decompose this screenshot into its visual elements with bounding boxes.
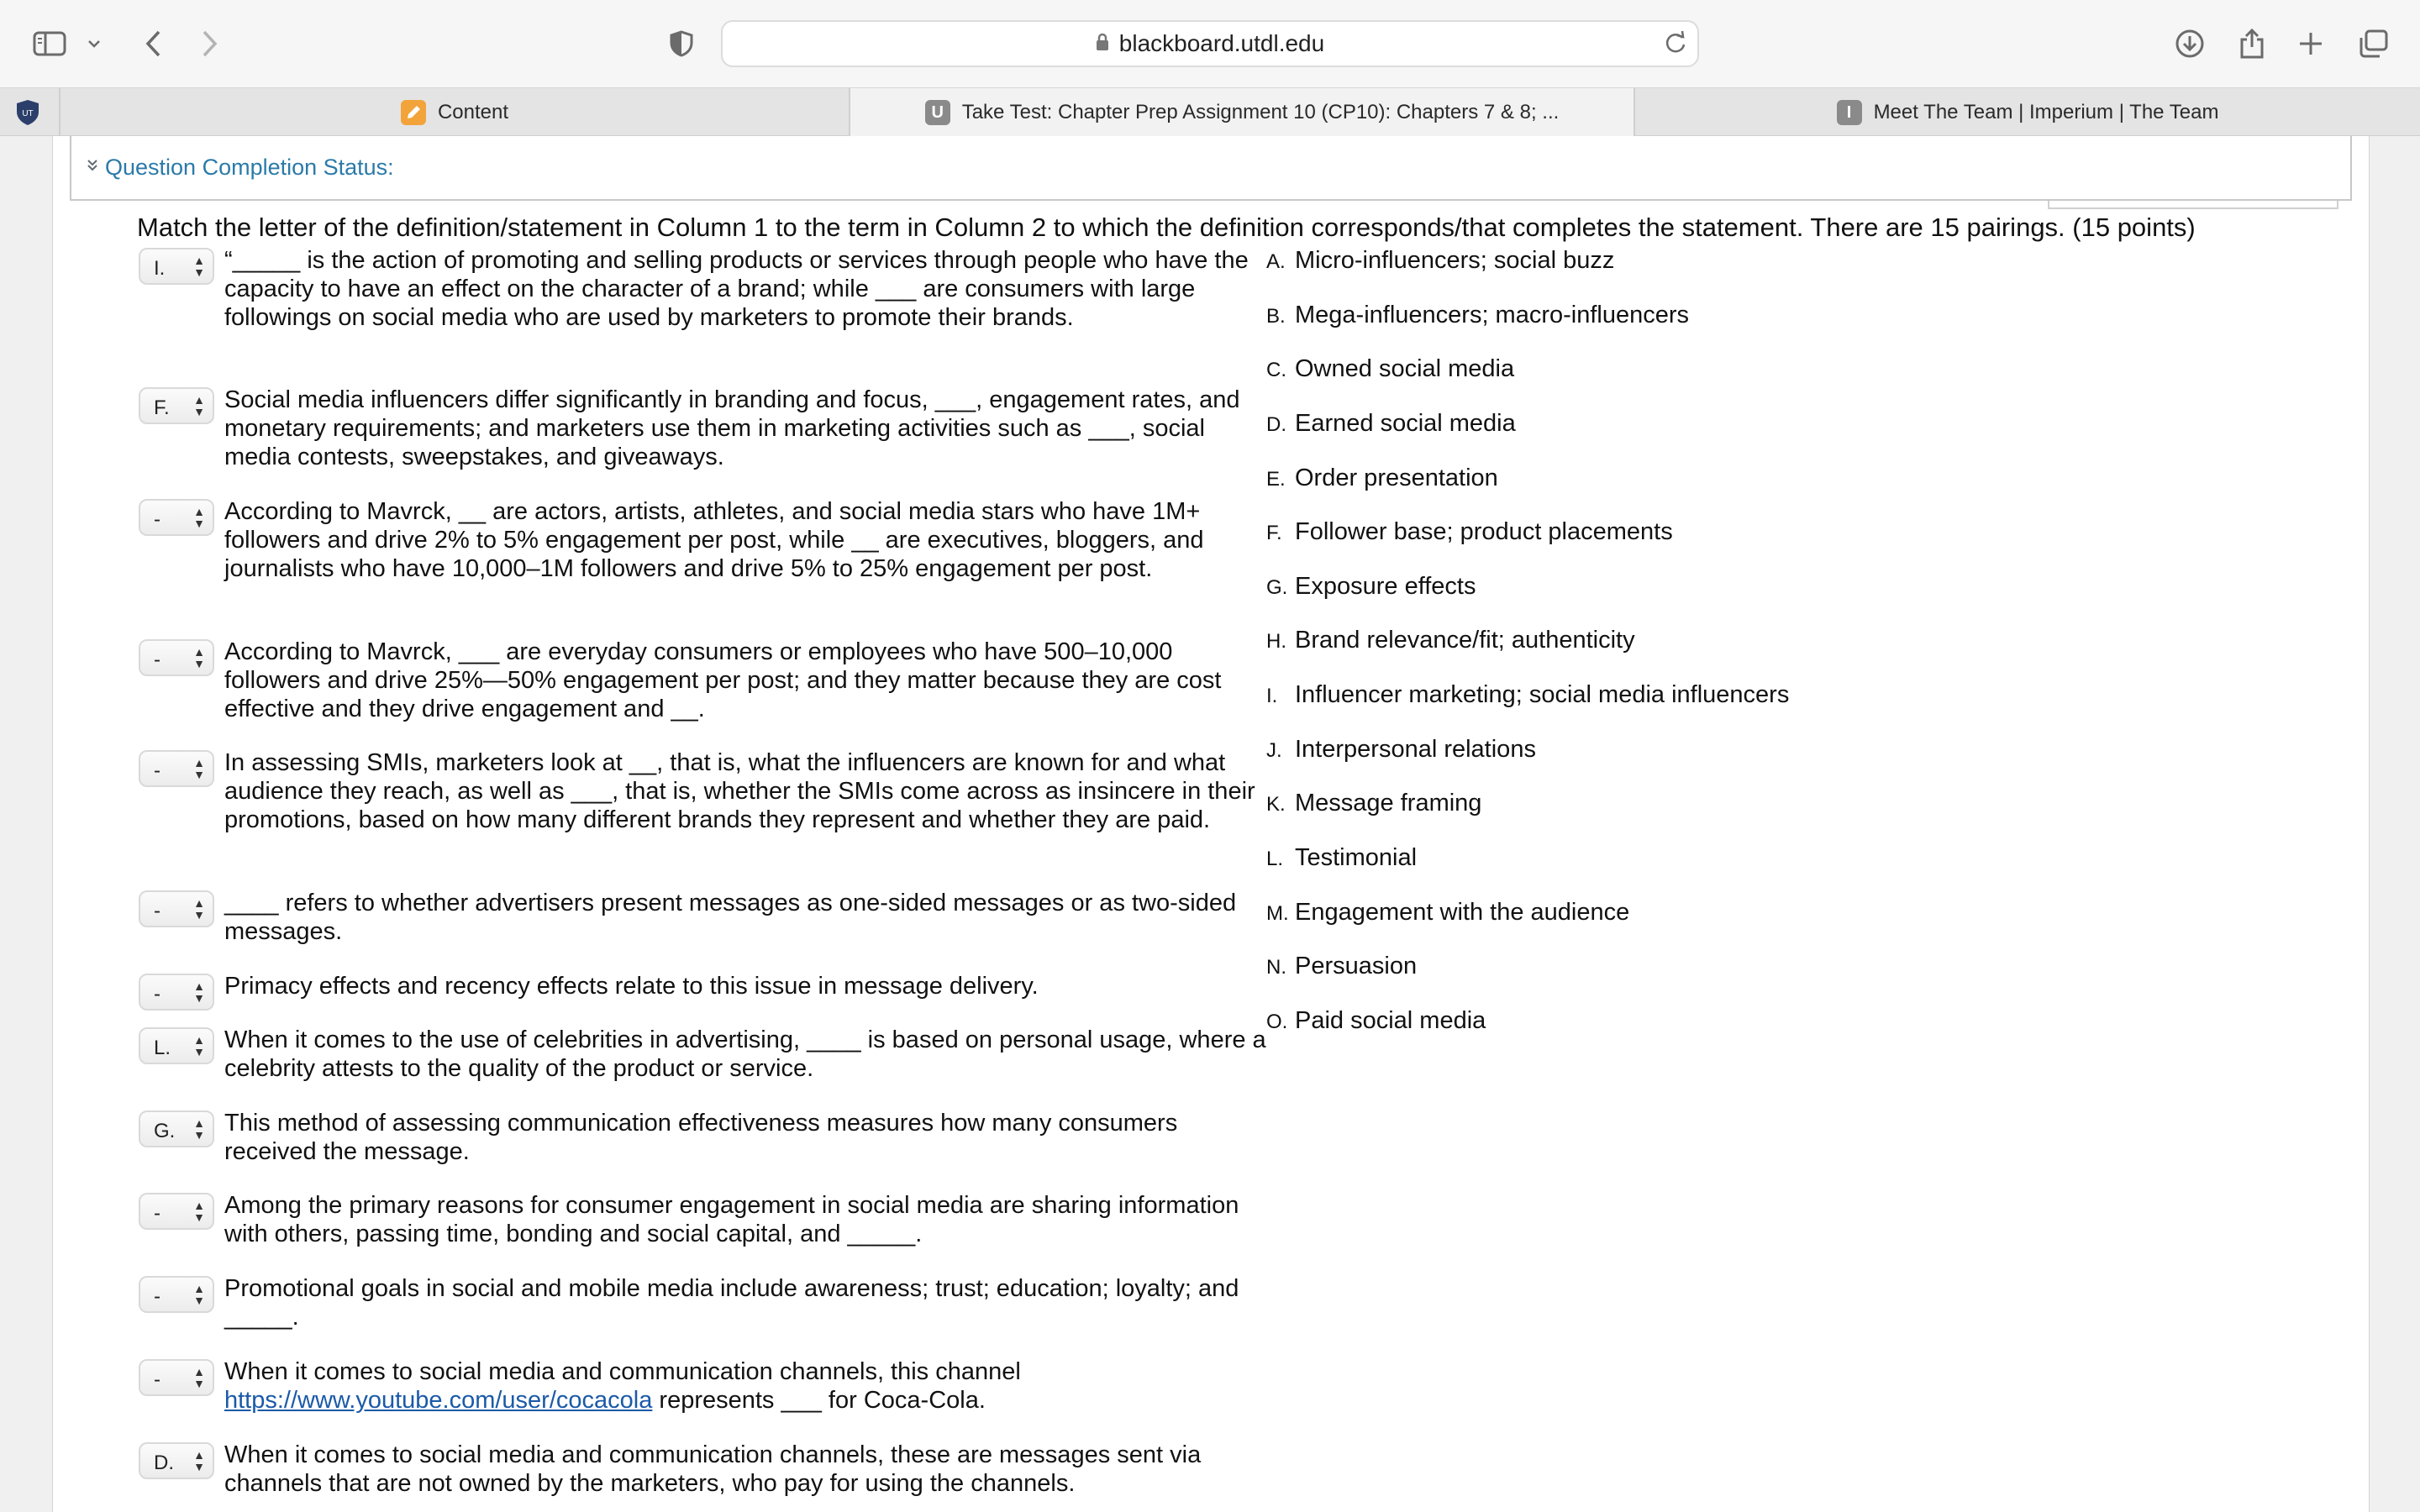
lock-icon — [1096, 30, 1109, 57]
select-arrows-icon: ▲ ▼ — [193, 979, 205, 1005]
answer-letter: C. — [1266, 359, 1286, 381]
answer-option — [1266, 789, 2191, 819]
answer-option — [1266, 464, 2191, 494]
answer-letter: E. — [1266, 468, 1286, 491]
answer-letter: B. — [1266, 305, 1286, 328]
answer-option — [1266, 680, 2191, 711]
status-label: Question Completion Status: — [105, 155, 394, 180]
selected-value: L. — [154, 1037, 171, 1059]
tab-favicon-u: U — [925, 100, 950, 125]
tab-label: Content — [437, 101, 509, 123]
question-text: This method of assessing communication effectiveness measures how many consumers received the message. — [224, 1110, 1178, 1165]
answer-text: Follower base; product placements — [1295, 518, 1673, 545]
sidebar-toggle-icon[interactable] — [32, 20, 67, 67]
select-arrows-icon: ▲ ▼ — [193, 1282, 205, 1307]
question-completion-status[interactable] — [70, 136, 2352, 201]
answer-option — [1266, 626, 2191, 656]
tab-take-test[interactable] — [849, 88, 1634, 137]
question-text-before: When it comes to social media and communication channels, this channel — [224, 1358, 1021, 1385]
answer-text: Testimonial — [1295, 844, 1418, 871]
tab-favicon-i: I — [1837, 100, 1862, 125]
selected-value: - — [154, 759, 160, 782]
answer-text: Message framing — [1295, 790, 1482, 816]
answer-text: Brand relevance/fit; authenticity — [1295, 627, 1635, 654]
select-arrows-icon: ▲ ▼ — [193, 896, 205, 921]
answer-text: Owned social media — [1295, 355, 1515, 382]
answer-option — [1266, 843, 2191, 874]
answer-letter: N. — [1266, 956, 1286, 979]
select-arrows-icon: ▲ ▼ — [193, 1033, 205, 1058]
answer-letter: F. — [1266, 522, 1282, 544]
answer-text: Earned social media — [1295, 410, 1516, 437]
selected-value: I. — [154, 257, 166, 280]
pencil-icon — [401, 100, 426, 125]
answer-text: Exposure effects — [1295, 573, 1476, 600]
test-content — [52, 136, 2370, 1512]
instructions: Match the letter of the definition/statement in Column 1 to the term in Column 2 to which the definition corresponds/that completes the statement. There are 15 pairings. (15 points) — [137, 213, 2196, 242]
select-arrows-icon: ▲ ▼ — [193, 756, 205, 781]
question-text: Social media influencers differ significantly in branding and focus, ___, engagement rates, and monetary requirements; and marketers use them in marketing activities such as ___, social media contests, sweepstakes, and giveaways. — [224, 386, 1240, 470]
select-arrows-icon: ▲ ▼ — [193, 1199, 205, 1224]
answer-text: Mega-influencers; macro-influencers — [1295, 302, 1690, 328]
answer-letter: K. — [1266, 793, 1286, 816]
question-text: In assessing SMIs, marketers look at __, that is, what the influencers are known for and what audience they reach, as well as ___, that is, whether the SMIs come across as insincere in their promotions, based on how many different brands they represent and whether they are paid. — [224, 749, 1255, 833]
answer-select[interactable] — [139, 1442, 214, 1479]
answer-select[interactable] — [139, 1027, 214, 1064]
answer-option — [1266, 735, 2191, 765]
question-text: “_____ is the action of promoting and selling products or services through people who have the capacity to have an effect on the character of a brand; while ___ are consumers with large followings on social media who are used by marketers to promote their brands. — [224, 247, 1249, 331]
select-arrows-icon: ▲ ▼ — [193, 1365, 205, 1390]
selected-value: D. — [154, 1452, 174, 1474]
select-arrows-icon: ▲ ▼ — [193, 645, 205, 670]
answer-option — [1266, 246, 2191, 276]
selected-value: - — [154, 508, 160, 531]
answer-select[interactable] — [139, 1110, 214, 1147]
select-arrows-icon: ▲ ▼ — [193, 505, 205, 530]
question-text-after: represents ___ for Coca-Cola. — [659, 1387, 986, 1414]
selected-value: - — [154, 648, 160, 671]
reload-icon[interactable] — [1664, 30, 1687, 60]
tab-label: Meet The Team | Imperium | The Team — [1873, 101, 2219, 123]
privacy-shield-icon[interactable] — [667, 20, 696, 67]
tab-content[interactable] — [59, 88, 849, 137]
answer-option — [1266, 952, 2191, 982]
select-arrows-icon: ▲ ▼ — [193, 254, 205, 279]
answer-letter: M. — [1266, 902, 1289, 925]
answer-select[interactable] — [139, 974, 214, 1011]
question-text: When it comes to social media and communication channels, these are messages sent via channels that are not owned by the marketers, who pay for using the channels. — [224, 1441, 1202, 1497]
answer-letter: H. — [1266, 630, 1286, 653]
question-text: According to Mavrck, ___ are everyday consumers or employees who have 500–10,000 followers and drive 25%—50% engagement per post; and they matter because they are cost effective and they drive engagement and __. — [224, 638, 1222, 722]
share-icon[interactable] — [2237, 20, 2267, 67]
selected-value: F. — [154, 396, 170, 419]
answer-text: Micro-influencers; social buzz — [1295, 247, 1615, 274]
answer-select[interactable] — [139, 1193, 214, 1230]
question-text: According to Mavrck, __ are actors, artists, athletes, and social media stars who have 1M+ followers and drive 2% to 5% engagement per post, while __ are executives, bloggers, and journalists who have 10,000–1M followers and drive 5% to 25% engagement per post. — [224, 498, 1204, 582]
browser-toolbar — [0, 0, 2420, 87]
question-text — [224, 1357, 1266, 1415]
answer-select[interactable] — [139, 248, 214, 285]
answer-letter: A. — [1266, 250, 1286, 273]
answer-letter: D. — [1266, 413, 1286, 436]
answer-text: Paid social media — [1295, 1007, 1486, 1034]
answer-select[interactable] — [139, 1359, 214, 1396]
selected-value: - — [154, 1368, 160, 1391]
youtube-link[interactable]: https://www.youtube.com/user/cocacola — [224, 1387, 653, 1414]
answer-select[interactable] — [139, 890, 214, 927]
tab-label: Take Test: Chapter Prep Assignment 10 (CP10): Chapters 7 & 8; ... — [961, 101, 1560, 123]
chevron-down-icon[interactable] — [84, 20, 104, 67]
answer-option — [1266, 354, 2191, 385]
answer-letter: O. — [1266, 1011, 1288, 1033]
answer-option — [1266, 898, 2191, 928]
selected-value: G. — [154, 1120, 176, 1142]
question-text: Among the primary reasons for consumer engagement in social media are sharing information with others, passing time, bonding and social capital, and _____. — [224, 1192, 1239, 1247]
answer-option — [1266, 572, 2191, 602]
select-arrows-icon: ▲ ▼ — [193, 1116, 205, 1142]
answer-option — [1266, 517, 2191, 548]
utd-shield-icon — [15, 99, 40, 126]
download-icon[interactable] — [2173, 20, 2207, 67]
answer-option — [1266, 1006, 2191, 1037]
new-tab-icon[interactable] — [2296, 20, 2326, 67]
answer-letter: L. — [1266, 848, 1284, 870]
panel-edge — [2048, 201, 2338, 209]
answer-letter: J. — [1266, 739, 1282, 762]
tab-overview-icon[interactable] — [2356, 20, 2390, 67]
answer-text: Interpersonal relations — [1295, 736, 1536, 763]
answer-text: Influencer marketing; social media influencers — [1295, 681, 1790, 708]
answer-letter: G. — [1266, 576, 1288, 599]
answer-select[interactable] — [139, 387, 214, 424]
answer-option — [1266, 409, 2191, 439]
answer-select[interactable] — [139, 499, 214, 536]
question-text: Promotional goals in social and mobile media include awareness; trust; education; loyalty; and _____. — [224, 1275, 1239, 1331]
page-background — [0, 136, 2420, 1512]
selected-value: - — [154, 983, 160, 1005]
svg-text:UT: UT — [22, 109, 34, 118]
answer-select[interactable] — [139, 750, 214, 787]
double-chevron-down-icon — [87, 158, 98, 177]
question-text: When it comes to the use of celebrities in advertising, ____ is based on personal usage, where a celebrity attests to the quality of the product or service. — [224, 1026, 1266, 1082]
answer-text: Persuasion — [1295, 953, 1418, 979]
tab-meet-the-team[interactable] — [1634, 88, 2420, 137]
url-text: blackboard.utdl.edu — [1118, 30, 1325, 56]
selected-value: - — [154, 1202, 160, 1225]
answer-letter: I. — [1266, 685, 1278, 707]
answer-select[interactable] — [139, 1276, 214, 1313]
address-bar[interactable] — [721, 20, 1699, 67]
question-text: ____ refers to whether advertisers present messages as one-sided messages or as two-sided messages. — [224, 890, 1237, 945]
tab-bar — [0, 87, 2420, 136]
answer-text: Engagement with the audience — [1295, 899, 1630, 926]
back-icon[interactable] — [138, 20, 168, 67]
forward-icon[interactable] — [195, 20, 225, 67]
answer-option — [1266, 301, 2191, 331]
answer-select[interactable] — [139, 639, 214, 676]
question-text: Primacy effects and recency effects relate to this issue in message delivery. — [224, 973, 1039, 1000]
selected-value: - — [154, 900, 160, 922]
selected-value: - — [154, 1285, 160, 1308]
select-arrows-icon: ▲ ▼ — [193, 393, 205, 418]
answer-text: Order presentation — [1295, 465, 1498, 491]
select-arrows-icon: ▲ ▼ — [193, 1448, 205, 1473]
